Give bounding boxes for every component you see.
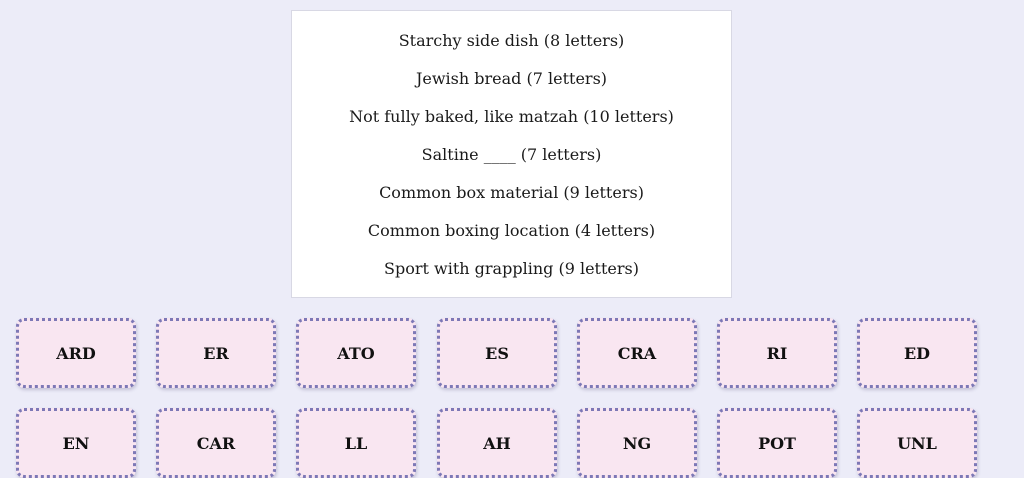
letter-tile[interactable]: RI <box>717 318 837 388</box>
clue-panel <box>291 10 732 298</box>
clue-item: Starchy side dish (8 letters) <box>398 31 625 50</box>
letter-tile[interactable]: ARD <box>16 318 136 388</box>
letter-tile[interactable]: LL <box>296 408 416 478</box>
clue-item: Saltine ____ (7 letters) <box>421 145 602 164</box>
letter-tile[interactable]: ATO <box>296 318 416 388</box>
letter-tile[interactable]: ES <box>437 318 557 388</box>
letter-tile[interactable]: UNL <box>857 408 977 478</box>
clue-item: Common box material (9 letters) <box>379 183 644 202</box>
clue-item: Not fully baked, like matzah (10 letters) <box>349 107 674 126</box>
letter-tile[interactable]: CAR <box>156 408 276 478</box>
letter-tile[interactable]: CRA <box>577 318 697 388</box>
letter-tile[interactable]: ED <box>857 318 977 388</box>
clue-item: Sport with grappling (9 letters) <box>384 259 639 278</box>
letter-tile[interactable]: AH <box>437 408 557 478</box>
letter-tile[interactable]: EN <box>16 408 136 478</box>
clue-item: Jewish bread (7 letters) <box>415 69 608 88</box>
letter-tile[interactable]: ER <box>156 318 276 388</box>
clue-item: Common boxing location (4 letters) <box>367 221 656 240</box>
letter-tile[interactable]: POT <box>717 408 837 478</box>
letter-tile[interactable]: NG <box>577 408 697 478</box>
